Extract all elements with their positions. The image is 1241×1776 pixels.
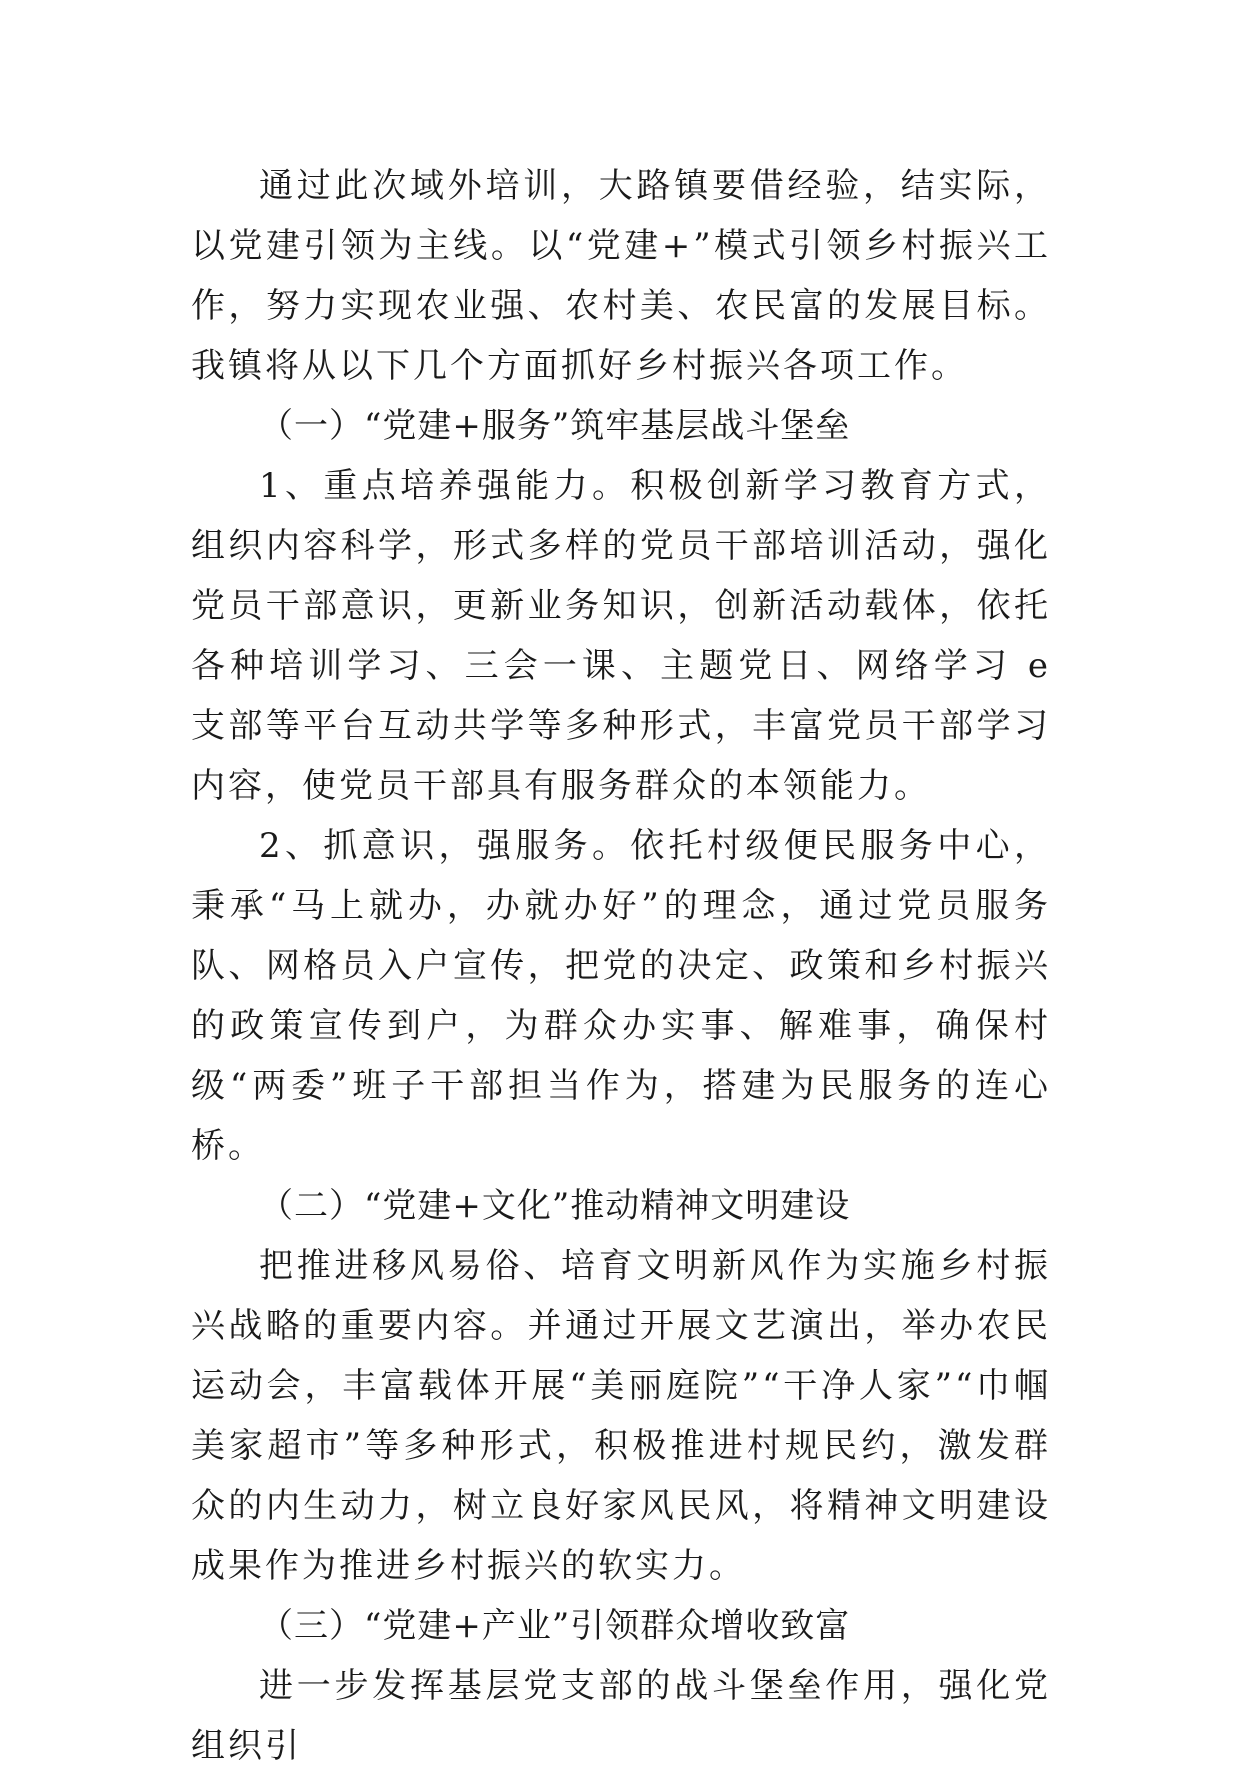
paragraph-1-2: 2、抓意识，强服务。依托村级便民服务中心，秉承“马上就办，办就办好”的理念，通过党员服务队、网格员入户宣传，把党的决定、政策和乡村振兴的政策宣传到户，为群众办实事、解难事，确保村级“两委”班子干部担当作为，搭建为民服务的连心桥。 xyxy=(191,826,1051,1166)
paragraph-1-1: 1、重点培养强能力。积极创新学习教育方式，组织内容科学，形式多样的党员干部培训活动，强化党员干部意识，更新业务知识，创新活动载体，依托各种培训学习、三会一课、主题党日、网络学习 e 支部等平台互动共学等多种形式，丰富党员干部学习内容，使党员干部具有服务群众的本领能力。 xyxy=(191,466,1051,806)
section-heading-3: （三）“党建+产业”引领群众增收致富 xyxy=(259,1606,851,1646)
document-body xyxy=(191,156,1051,1776)
paragraph-3: 进一步发挥基层党支部的战斗堡垒作用，强化党组织引 xyxy=(191,1666,1051,1766)
paragraph-intro: 通过此次域外培训，大路镇要借经验，结实际，以党建引领为主线。以“党建+”模式引领乡村振兴工作，努力实现农业强、农村美、农民富的发展目标。我镇将从以下几个方面抓好乡村振兴各项工作。 xyxy=(191,166,1051,386)
paragraph-2: 把推进移风易俗、培育文明新风作为实施乡村振兴战略的重要内容。并通过开展文艺演出，举办农民运动会，丰富载体开展“美丽庭院”“干净人家”“巾帼美家超市”等多种形式，积极推进村规民约，激发群众的内生动力，树立良好家风民风，将精神文明建设成果作为推进乡村振兴的软实力。 xyxy=(191,1246,1051,1586)
section-heading-2: （二）“党建+文化”推动精神文明建设 xyxy=(259,1186,851,1226)
section-heading-1: （一）“党建+服务”筑牢基层战斗堡垒 xyxy=(259,406,851,446)
